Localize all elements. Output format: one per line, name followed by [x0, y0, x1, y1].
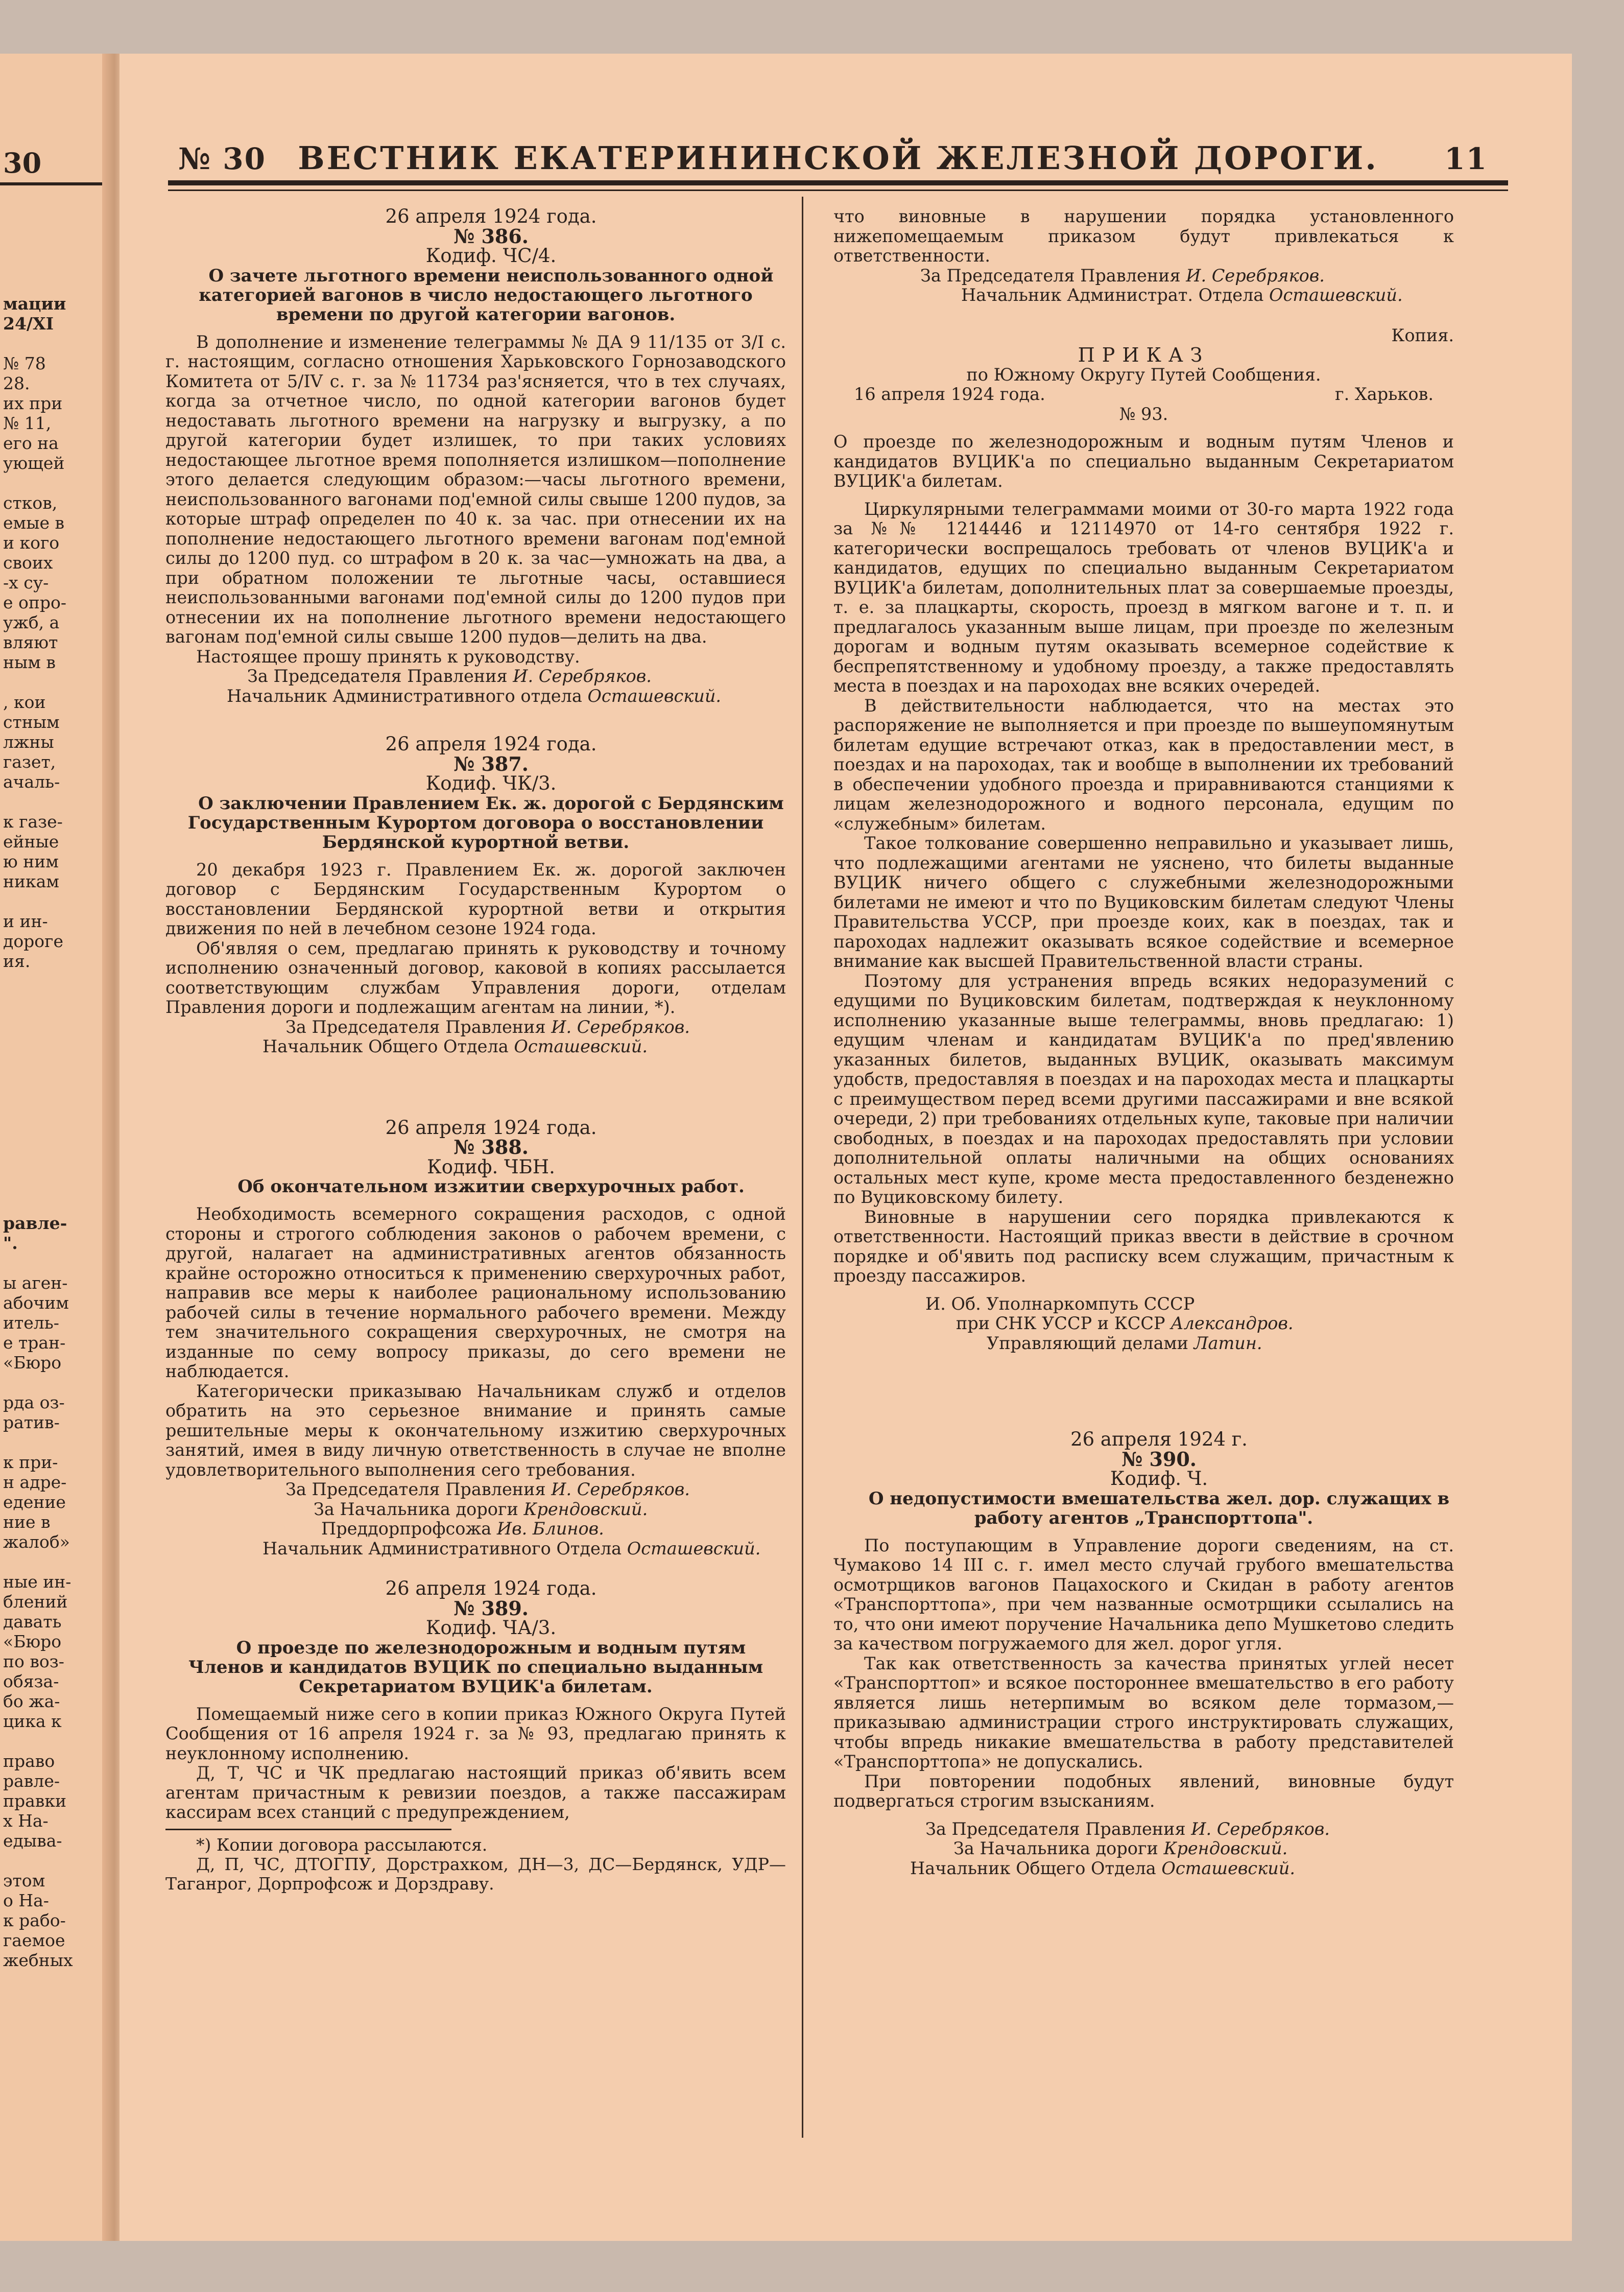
- left-page-number: 30: [3, 147, 42, 179]
- order-387: [165, 735, 786, 1057]
- prikaz-date: 16 апреля 1924 года.: [854, 384, 1045, 404]
- signature: Начальник Административного отдела Осташевский.: [227, 686, 722, 706]
- left-page-fragment: к при-: [3, 1452, 58, 1472]
- left-page-fragment: ейные: [3, 832, 59, 852]
- left-page-fragment: 28.: [3, 373, 30, 393]
- left-page-fragment: и кого: [3, 533, 60, 553]
- prikaz-number: № 93.: [1119, 404, 1168, 424]
- signature: Управляющий делами Латин.: [987, 1333, 1262, 1353]
- signature: За Председателя Правления И. Серебряков.: [247, 666, 652, 686]
- left-page-fragment: бо жа-: [3, 1691, 60, 1711]
- order-number: № 390.: [1121, 1447, 1197, 1471]
- left-page-fragment: рда оз-: [3, 1392, 65, 1412]
- signature: За Начальника дороги Крендовский.: [953, 1838, 1288, 1858]
- footnote: *) Копии договора рассылаются.: [196, 1834, 488, 1855]
- left-page-fragment: никам: [3, 871, 59, 891]
- order-paragraph: В действительности наблюдается, что на местах это распоряжение не выполняется и при проезде по вышеупомянутым билетам едущие встречают отказ, как в предоставлении мест, в поездах и на пароходах, так и вообще в выполнении их требований в обеспечении удобного проезда и приравниваются станциями к лицам железнодорожного и водного персонала, едущим по «служебным» билетам.: [833, 695, 1454, 834]
- left-page-fragment: цика к: [3, 1711, 62, 1731]
- order-paragraph: В дополнение и изменение телеграммы № ДА 9 11/135 от 3/I с. г. настоящим, согласно отношения Харьковского Горнозаводского Комитета от 5/IV с. г. за № 11734 раз'ясняется, что в тех случаях, когда за отчетное число, по одной категории вагонов будет недоставать льготного времени на нагрузку и выгрузку, а по другой категории будет излишек, то при таких условиях недостающее льготное время пополняется излишком—пополнение этого делается следующим образом:—часы льготного времени, неиспользованного вагонами под'емной силы свыше 1200 пудов, за которые штраф определен по 40 к. за час. при отнесении их на пополнение недостающего льготного времени вагонам под'емной силы до 1200 пуд. со штрафом в 20 к. за час—умножать на два, а при обратном положении те льготные часы, оставшиеся неиспользованными вагонами под'емной силы до 1200 пудов при отнесении их на пополнение льготного времени недостающего вагонам под'емной силы свыше 1200 пудов—делить на два.: [165, 332, 786, 647]
- left-page-header-rule: [0, 182, 115, 185]
- left-page-fragment: мации: [3, 294, 66, 314]
- left-page-fragment: х На-: [3, 1811, 49, 1831]
- left-page-fragment: газет,: [3, 752, 56, 772]
- left-page-fragment: «Бюро: [3, 1632, 62, 1651]
- left-page-fragment: едыва-: [3, 1831, 62, 1851]
- order-paragraph: Циркулярными телеграммами моими от 30-го марта 1922 года за №№ 1214446 и 12114970 от 14-го сентября 1922 г. категорически воспрещалось требовать от членов ВУЦИК'а и кандидатов, едущих по специально выданным Секретариатом ВУЦИК'а билетам, дополнительных плат за совершаемые проезды, т. е. за плацкарты, скорость, проезд в мягком вагоне и т. п. и предлагалось указанным выше лицам, при проезде по железным дорогам и водным путям оказывать всемерное содействие к беспрепятственному и удобному проезду, а также предоставлять места в поездах и на пароходах вне всяких очередей.: [833, 499, 1454, 696]
- order-heading: О недопустимости вмешательства жел. дор. служащих в работу агентов „Транспорттопа".: [868, 1488, 1450, 1528]
- left-page-fragment: ратив-: [3, 1412, 60, 1432]
- signature: Начальник Административного Отдела Осташевский.: [262, 1538, 761, 1558]
- order-paragraph: Такое толкование совершенно неправильно и указывает лишь, что подлежащими агентами не уяснено, что билеты выданные ВУЦИК ничего общего с служебными железнодорожными билетами не имеют и что по Вуциковским билетам следуют Члены Правительства УССР, при проезде коих, как в поездах, так и пароходах надлежит оказывать всякое содействие и всемерное внимание как высшей Правительственной власти страны.: [833, 833, 1454, 971]
- signature: Начальник Общего Отдела Осташевский.: [262, 1036, 648, 1056]
- order-date: 26 апреля 1924 года.: [385, 205, 597, 227]
- signature: Начальник Администрат. Отдела Осташевский.: [961, 285, 1403, 305]
- left-page-fragment: емые в: [3, 513, 65, 533]
- left-page-fragment: равле-: [3, 1213, 67, 1233]
- left-page-fragment: жалоб»: [3, 1532, 70, 1552]
- right-column: [833, 207, 1454, 1878]
- footnote-rule: [165, 1829, 451, 1830]
- left-column: [165, 207, 786, 1894]
- left-page-fragment: абочим: [3, 1293, 69, 1313]
- left-page-fragment: № 11,: [3, 413, 52, 433]
- order-date: 26 апреля 1924 г.: [1070, 1428, 1248, 1450]
- order-date: 26 апреля 1924 года.: [385, 1116, 597, 1139]
- order-386: [165, 207, 786, 706]
- left-page-fragment: лжны: [3, 732, 54, 752]
- left-page-fragment: обяза-: [3, 1671, 59, 1691]
- left-page-fragment: дороге: [3, 931, 63, 951]
- order-388: [165, 1118, 786, 1559]
- order-389-continued: [833, 207, 1454, 305]
- order-code: Кодиф. ЧА/3.: [425, 1617, 557, 1639]
- order-paragraph: Настоящее прошу принять к руководству.: [196, 646, 580, 667]
- left-page-fragment: е опро-: [3, 593, 67, 612]
- signature: И. Об. Уполнаркомпуть СССР: [925, 1293, 1195, 1314]
- order-number: № 387.: [453, 752, 529, 775]
- order-390: [833, 1430, 1454, 1878]
- order-paragraph: Д, Т, ЧС и ЧК предлагаю настоящий приказ об'явить всем агентам причастным к ревизии поездов, а также пассажирам кассирам всех станций с предупреждением,: [165, 1763, 786, 1822]
- left-page-fragment: № 78: [3, 353, 46, 373]
- order-number: № 386.: [453, 224, 529, 248]
- signature: Преддорпрофсожа Ив. Блинов.: [321, 1519, 604, 1539]
- signature: За Председателя Правления И. Серебряков.: [285, 1479, 690, 1499]
- order-number: № 389.: [453, 1596, 529, 1620]
- left-page-fragment: , кои: [3, 692, 46, 712]
- left-page-fragment: давать: [3, 1612, 62, 1632]
- left-page-fragment: о На-: [3, 1891, 49, 1910]
- footnote-distribution: Д, П, ЧС, ДТОГПУ, Дорстрахком, ДН—3, ДС—Бердянск, УДР—Таганрог, Дорпрофсож и Дорздраву.: [165, 1854, 786, 1894]
- order-heading: О заключении Правлением Ек. ж. дорогой с Бердянским Государственным Курортом договора о восстановлении Бердянской курортной ветви.: [187, 793, 784, 853]
- left-page-fragment: 24/XI: [3, 314, 54, 334]
- newspaper-page: [120, 54, 1572, 2241]
- left-page-fragment: стков,: [3, 493, 58, 513]
- left-page-fragment: к газе-: [3, 812, 63, 832]
- left-page-fragment: равле-: [3, 1771, 60, 1791]
- left-page-fragment: своих: [3, 553, 53, 573]
- signature: За Председателя Правления И. Серебряков.: [925, 1818, 1330, 1839]
- order-paragraph: Поэтому для устранения впредь всяких недоразумений с едущими по Вуциковским билетам, подтверждая к неуклонному исполнению указанные выше телеграммы, вновь предлагаю: 1) едущим членам и кандидатам ВУЦИК'а по пред'явлению указанных билетов, выданных ВУЦИК, оказывать максимум удобств, предоставляя в поездах и на пароходах места и плацкарты с преимуществом перед всеми другими пассажирами и вне всякой очереди, 2) при требованиях отдельных купе, таковые при наличии свободных, в поездах и на пароходах предоставлять при условии дополнительной оплаты наличными на общих основаниях остальных мест купе, кроме места предоставленного безденежно по Вуциковскому билету.: [833, 971, 1454, 1207]
- left-page-fragment: гаемое: [3, 1930, 65, 1950]
- left-page-fragment: ".: [3, 1233, 18, 1253]
- order-date: 26 апреля 1924 года.: [385, 733, 597, 755]
- order-code: Кодиф. ЧК/3.: [425, 772, 557, 794]
- prikaz-authority: по Южному Округу Путей Сообщения.: [966, 364, 1321, 385]
- order-number: № 388.: [453, 1136, 529, 1159]
- left-page-fragment: по воз-: [3, 1651, 64, 1671]
- order-paragraph: Виновные в нарушении сего порядка привлекаются к ответственности. Настоящий приказ ввести в действие в срочном порядке и об'явить под расписку всем служащим, причастным к проезду пассажиров.: [833, 1207, 1454, 1286]
- page-header: [168, 135, 1508, 181]
- left-page-fragment: е тран-: [3, 1333, 66, 1353]
- order-93-copy: [833, 326, 1454, 1354]
- left-page-fragment: -х су-: [3, 573, 49, 593]
- copy-label: Копия.: [1391, 325, 1454, 345]
- order-paragraph: Помещаемый ниже сего в копии приказ Южного Округа Путей Сообщения от 16 апреля 1924 г. за № 93, предлагаю принять к неуклонному исполнению.: [165, 1704, 786, 1763]
- left-page-fragment: ние в: [3, 1512, 51, 1532]
- left-page-fragment: вляют: [3, 632, 58, 652]
- newspaper-title: ВЕСТНИК ЕКАТЕРИНИНСКОЙ ЖЕЛЕЗНОЙ ДОРОГИ.: [298, 139, 1378, 177]
- left-page-fragment: итель-: [3, 1313, 59, 1333]
- left-page-fragment: стным: [3, 712, 60, 732]
- signature: при СНК УССР и КССР Александров.: [956, 1313, 1294, 1333]
- left-page-fragment: ным в: [3, 652, 56, 672]
- left-page-fragment: правки: [3, 1791, 66, 1811]
- order-paragraph: При повторении подобных явлений, виновные будут подвергаться строгим взысканиям.: [833, 1771, 1454, 1811]
- signature: За Начальника дороги Крендовский.: [314, 1499, 648, 1519]
- header-rule-thick: [168, 180, 1508, 185]
- left-page-fragment: этом: [3, 1871, 45, 1891]
- left-page-fragment: право: [3, 1751, 55, 1771]
- prikaz-city: г. Харьков.: [1335, 384, 1434, 404]
- order-paragraph: Необходимость всемерного сокращения расходов, с одной стороны и строгого соблюдения законов о рабочем времени, с другой, налагает на административных агентов обязанность крайне осторожно относиться к применению сверхурочных работ, направив все меры к наиболее рациональному использованию рабочей силы в течение нормального рабочего времени. Между тем значительного сокращения сверхурочных, не смотря на изданные по сему вопросу приказы, до сего времени не наблюдается.: [165, 1204, 786, 1381]
- order-code: Кодиф. Ч.: [1110, 1468, 1208, 1490]
- page-number: 11: [1444, 141, 1488, 176]
- order-code: Кодиф. ЧС/4.: [425, 245, 557, 267]
- order-389: [165, 1579, 786, 1894]
- left-page-fragment: ачаль-: [3, 772, 60, 792]
- left-page-fragment: ы аген-: [3, 1273, 68, 1293]
- order-paragraph: Категорически приказываю Начальникам служб и отделов обратить на это серьезное внимание и принять самые решительные меры к окончательному изжитию сверхурочных занятий, имея в виду личную ответственность в случае не вполне удовлетворительного выполнения сего требования.: [165, 1381, 786, 1480]
- left-page-fragment: его на: [3, 433, 59, 453]
- order-date: 26 апреля 1924 года.: [385, 1577, 597, 1599]
- order-paragraph: Об'являя о сем, предлагаю принять к руководству и точному исполнению означенный договор, каковой в копиях рассылается соответствующим службам Управления дороги, отделам Правления дороги и подлежащим агентам на линии, *).: [165, 938, 786, 1017]
- header-rule-thin: [168, 190, 1508, 191]
- order-paragraph: По поступающим в Управление дороги сведениям, на ст. Чумаково 14 III с. г. имел место случай грубого вмешательства осмотрщиков вагонов Пацахоского и Скидан в работу агентов «Транспорттопа», при чем названные осмотрщики ссылались на то, что они имеют поручение Начальника депо Мушкетово следить за качеством погружаемого для жел. дорог угля.: [833, 1535, 1454, 1653]
- left-page-fragment: едение: [3, 1492, 66, 1512]
- left-page-fragment: жебных: [3, 1950, 73, 1970]
- left-page-fragment: н адре-: [3, 1472, 67, 1492]
- signature: За Председателя Правления И. Серебряков.: [920, 265, 1325, 286]
- left-page-fragment: «Бюро: [3, 1353, 62, 1373]
- left-page-fragment: ия.: [3, 951, 31, 971]
- issue-number: № 30: [178, 141, 266, 176]
- column-divider: [802, 197, 803, 2138]
- prikaz-heading: О проезде по железнодорожным и водным путям Членов и кандидатов ВУЦИК'а по специально выданным Секретариатом ВУЦИК'а билетам.: [833, 432, 1454, 491]
- left-page-fragment: блений: [3, 1592, 68, 1612]
- left-page-edge: [0, 54, 115, 2241]
- order-paragraph: Так как ответственность за качества принятых углей несет «Транспорттоп» и всякое постороннее вмешательство в его работу является лишь нетерпимым во всяком деле тормазом,—приказываю администрации строго инструктировать служащих, чтобы впредь никакие вмешательства в работу представителей «Транспорттопа» не допускались.: [833, 1653, 1454, 1771]
- left-page-fragment: ю ним: [3, 852, 59, 871]
- order-paragraph: что виновные в нарушении порядка установленного нижепомещаемым приказом будут привлекаться к ответственности.: [833, 206, 1454, 266]
- left-page-fragment: и ин-: [3, 911, 48, 931]
- order-heading: О зачете льготного времени неиспользованного одной категорией вагонов в число недостающего льготного времени по другой категории вагонов.: [199, 265, 774, 325]
- left-page-fragment: ующей: [3, 453, 65, 473]
- left-page-fragment: ные ин-: [3, 1572, 71, 1592]
- prikaz-date-place: [833, 385, 1454, 405]
- order-heading: Об окончательном изжитии сверхурочных работ.: [237, 1176, 745, 1197]
- prikaz-title: ПРИКАЗ: [1078, 344, 1210, 366]
- order-heading: О проезде по железнодорожным и водным путям Членов и кандидатов ВУЦИК по специально выданным Секретариатом ВУЦИК'а билетам.: [188, 1637, 763, 1697]
- signature: За Председателя Правления И. Серебряков.: [285, 1017, 690, 1037]
- signature: Начальник Общего Отдела Осташевский.: [910, 1858, 1295, 1878]
- left-page-fragment: ужб, а: [3, 612, 60, 632]
- left-page-fragment: их при: [3, 393, 63, 413]
- order-code: Кодиф. ЧБН.: [427, 1155, 555, 1178]
- order-paragraph: 20 декабря 1923 г. Правлением Ек. ж. дорогой заключен договор с Бердянским Государственным Курортом о восстановлении Бердянской курортной ветви и открытия движения по ней в лечебном сезоне 1924 года.: [165, 859, 786, 938]
- left-page-fragment: к рабо-: [3, 1910, 66, 1930]
